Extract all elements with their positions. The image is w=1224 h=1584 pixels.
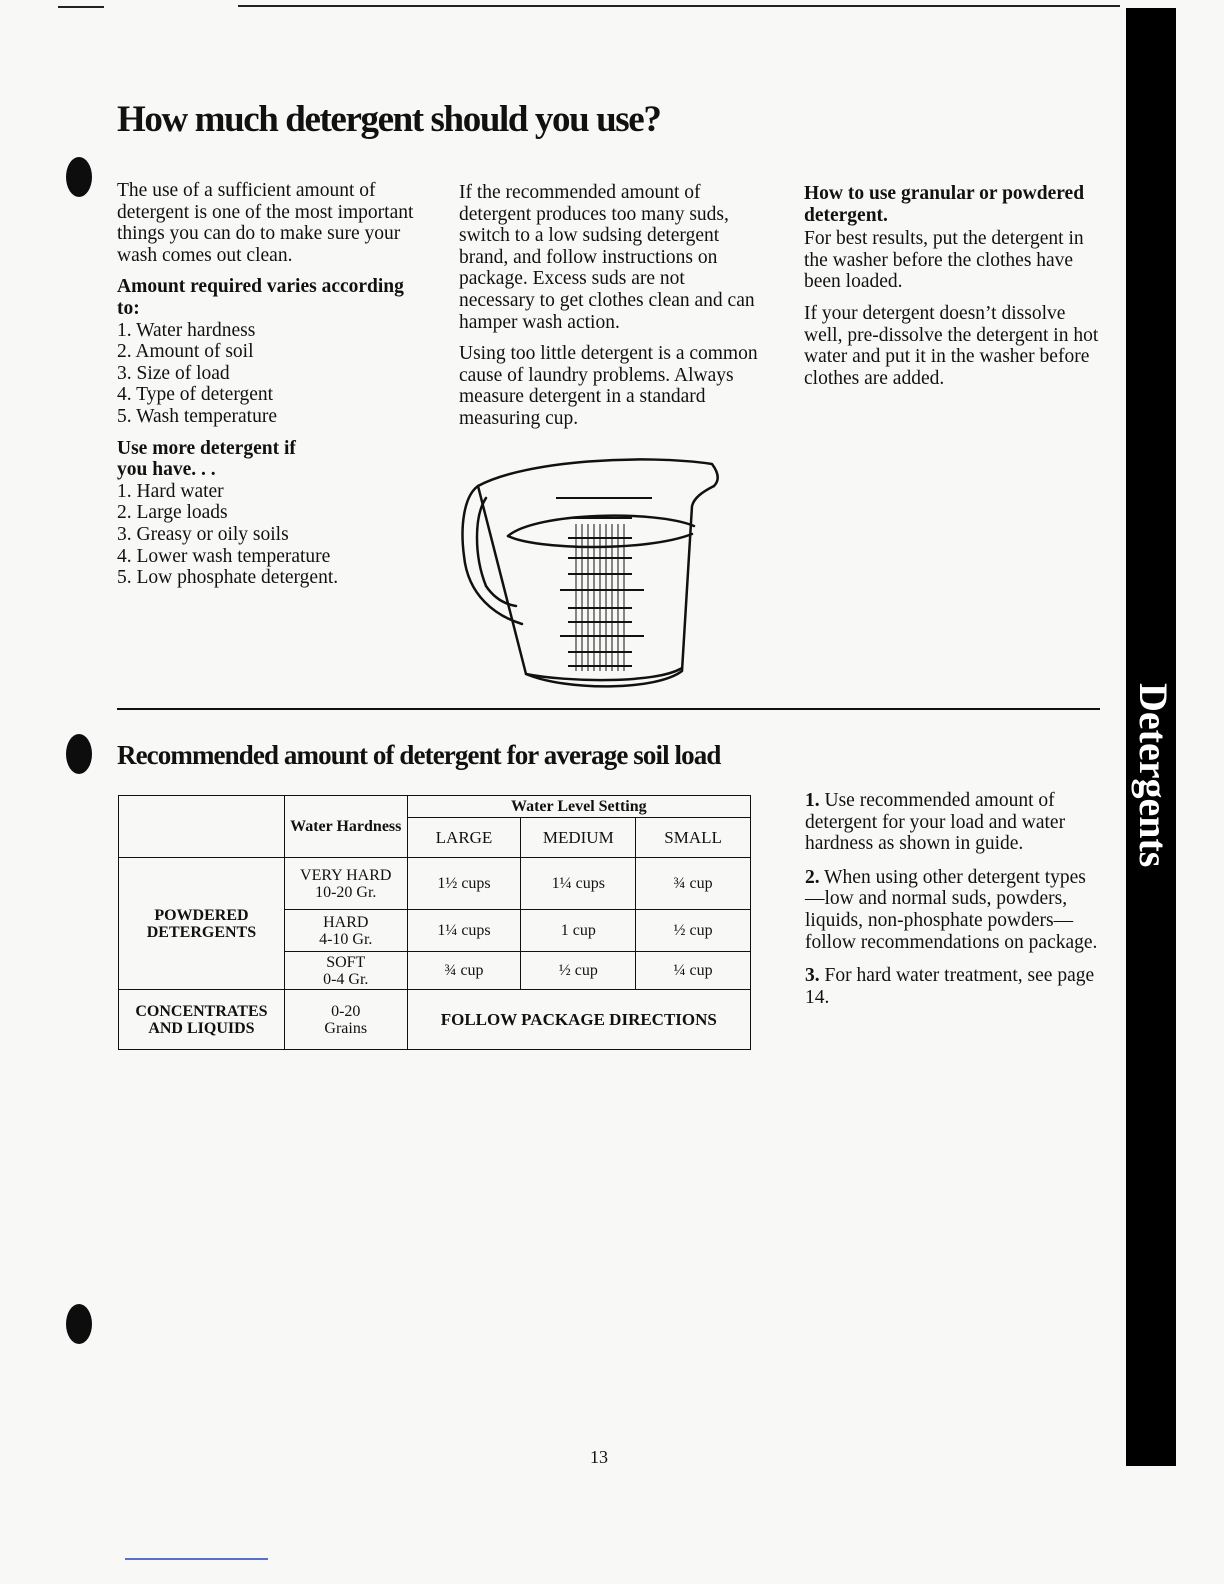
small-cell: ¾ cup [636, 858, 751, 910]
medium-cell: 1¼ cups [521, 858, 636, 910]
small-cell: ½ cup [636, 910, 751, 952]
note-text: Use recommended amount of detergent for your load and water hardness as shown in guide. [805, 790, 1066, 855]
section-tab [1126, 8, 1176, 1466]
section-divider [117, 708, 1100, 710]
varies-heading: Amount required varies according to: [117, 276, 404, 319]
hardness-name: SOFT [326, 953, 366, 971]
measuring-cup-icon [456, 446, 731, 696]
list-item: 1. Hard water [117, 480, 224, 502]
list-item: 1. Water hardness [117, 319, 256, 341]
more-heading: Use more detergent if you have. . . [117, 437, 296, 481]
list-item [805, 790, 1105, 855]
table-row [119, 858, 751, 910]
list-item: 3. Size of load [117, 362, 230, 384]
list-item: 3. Greasy or oily soils [117, 523, 289, 545]
large-cell: ¾ cup [407, 952, 521, 990]
hardness-header: Water Hardness [284, 796, 407, 858]
concentrates-label: CONCENTRATES AND LIQUIDS [119, 990, 285, 1050]
varies-list [117, 320, 417, 428]
col-large-header: LARGE [407, 818, 521, 858]
hardness-range: 0-4 Gr. [323, 970, 369, 988]
binder-hole-icon [66, 1304, 92, 1344]
note-text: When using other detergent types—low and normal suds, powders, liquids, non-phosphate powders—follow recommendations on package. [805, 866, 1098, 953]
concentrates-unit: Grains [324, 1019, 368, 1037]
medium-cell: 1 cup [521, 910, 636, 952]
powdered-label: POWDERED DETERGENTS [119, 858, 285, 990]
column-2 [459, 182, 759, 440]
list-item: 4. Lower wash temperature [117, 545, 331, 567]
list-item: 4. Type of detergent [117, 384, 274, 406]
top-rule-left [58, 6, 104, 8]
section-tab-label: Detergents [1131, 683, 1176, 868]
table-row [119, 990, 751, 1050]
intro-paragraph: The use of a sufficient amount of detergent is one of the most important things you can do to make sure your wash comes out clean. [117, 180, 414, 266]
follow-directions: FOLLOW PACKAGE DIRECTIONS [407, 990, 750, 1050]
water-level-header: Water Level Setting [407, 796, 750, 818]
scan-edge-mark [125, 1558, 268, 1560]
hardness-range: 4-10 Gr. [319, 930, 373, 948]
binder-hole-icon [66, 157, 92, 197]
large-cell: 1¼ cups [407, 910, 521, 952]
notes-list [805, 790, 1105, 1020]
concentrates-range-cell [284, 990, 407, 1050]
hardness-name: HARD [323, 913, 369, 931]
list-item [805, 965, 1105, 1008]
hardness-cell [284, 910, 407, 952]
top-rule [238, 5, 1120, 7]
note-text: For hard water treatment, see page 14. [805, 965, 1095, 1008]
list-item: 5. Wash temperature [117, 405, 277, 427]
small-cell: ¼ cup [636, 952, 751, 990]
dissolve-paragraph: If your detergent doesn’t dissolve well, pre-dissolve the detergent in hot water and put it in the washer before clothes are added. [804, 302, 1099, 389]
concentrates-range: 0-20 [331, 1002, 361, 1020]
binder-hole-icon [66, 734, 92, 774]
note-number: 2. [805, 866, 820, 888]
detergent-table [118, 795, 751, 1050]
section-title: Recommended amount of detergent for average soil load [117, 740, 721, 770]
col-small-header: SMALL [636, 818, 751, 858]
note-number: 1. [805, 790, 820, 811]
list-item: 2. Amount of soil [117, 341, 254, 363]
table-corner [119, 796, 285, 858]
granular-paragraph: For best results, put the detergent in the washer before the clothes have been loaded. [804, 228, 1084, 293]
page-title: How much detergent should you use? [117, 99, 661, 140]
page-number: 13 [590, 1447, 608, 1467]
list-item: 2. Large loads [117, 502, 228, 524]
col-medium-header: MEDIUM [521, 818, 636, 858]
hardness-cell [284, 952, 407, 990]
granular-heading: How to use granular or powdered detergent. [804, 183, 1085, 226]
measure-paragraph: Using too little detergent is a common cause of laundry problems. Always measure detergent in a standard measuring cup. [459, 343, 758, 429]
note-number: 3. [805, 965, 820, 987]
list-item [805, 867, 1105, 953]
column-1 [117, 180, 417, 599]
hardness-name: VERY HARD [300, 866, 392, 884]
medium-cell: ½ cup [521, 952, 636, 990]
suds-paragraph: If the recommended amount of detergent produces too many suds, switch to a low sudsing detergent brand, and follow instructions on package. Excess suds are not necessary to get clothes clean and can hamper wash action. [459, 182, 755, 333]
hardness-range: 10-20 Gr. [315, 883, 377, 901]
list-item: 5. Low phosphate detergent. [117, 567, 339, 589]
more-list [117, 481, 417, 589]
large-cell: 1½ cups [407, 858, 521, 910]
hardness-cell [284, 858, 407, 910]
column-3 [804, 183, 1104, 399]
